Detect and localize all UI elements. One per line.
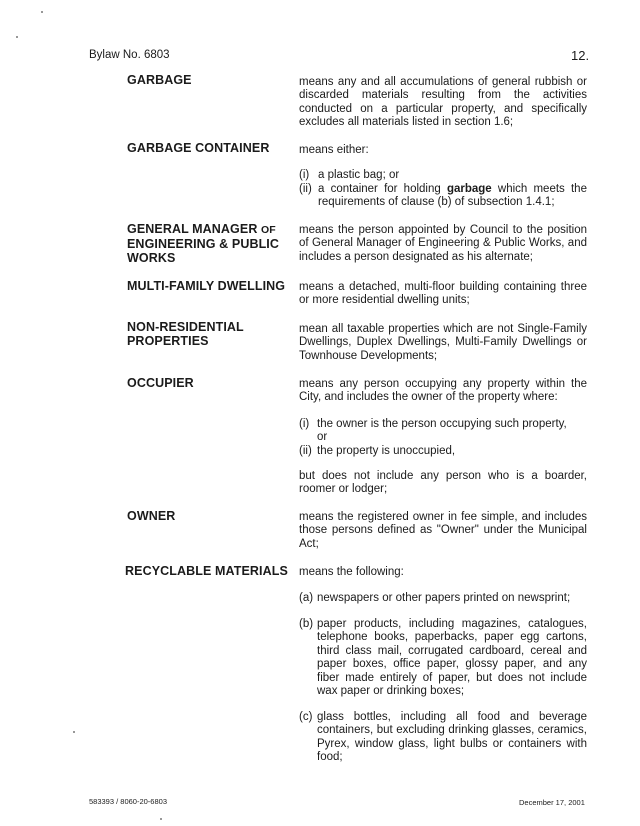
definition-garbage-container-intro: means either: <box>299 144 369 156</box>
term-garbage: GARBAGE <box>127 73 192 87</box>
definition-general-manager: means the person appointed by Council to the position of General Manager of Engineering & Public Works, and includes a person designated as his alternate; <box>299 224 587 263</box>
term-multi-family-dwelling: MULTI-FAMILY DWELLING <box>127 279 286 293</box>
definition-occupier-intro: means any person occupying any property within the City, and includes the owner of the property where: <box>299 378 587 404</box>
garbage-container-item-2: (ii) a container for holding garbage which meets the requirements of clause (b) of subsection 1.4.1; <box>299 183 587 209</box>
scan-speck <box>160 818 162 820</box>
keyword-garbage: garbage <box>446 183 492 195</box>
term-general-manager: GENERAL MANAGER OF ENGINEERING & PUBLIC WORKS <box>127 222 280 265</box>
scan-speck <box>73 731 75 733</box>
definition-recyclable-materials-intro: means the following: <box>299 566 404 578</box>
document-date: December 17, 2001 <box>519 798 585 807</box>
definition-garbage: means any and all accumulations of general rubbish or discarded materials resulting from the activities conducted on a particular property, and specifically excludes all materials listed in section 1.6; <box>299 76 587 129</box>
term-non-residential-properties: NON-RESIDENTIAL PROPERTIES <box>127 320 244 348</box>
garbage-container-item-1: (i) a plastic bag; or <box>299 169 400 181</box>
term-owner: OWNER <box>127 509 176 523</box>
occupier-item-1: (i) the owner is the person occupying such property, or <box>299 418 567 444</box>
definition-owner: means the registered owner in fee simple, and includes those persons defined as "Owner" under the Municipal Act; <box>299 511 587 550</box>
occupier-item-2: (ii) the property is unoccupied, <box>299 445 456 457</box>
term-garbage-container: GARBAGE CONTAINER <box>127 141 270 155</box>
recyclable-item-c: (c) glass bottles, including all food and beverage containers, but excluding drinking glasses, ceramics, Pyrex, window glass, light bulbs or containers with food; <box>299 711 587 764</box>
bylaw-number: Bylaw No. 6803 <box>89 49 170 61</box>
term-occupier: OCCUPIER <box>127 376 194 390</box>
definition-non-residential-properties: mean all taxable properties which are not Single-Family Dwellings, Duplex Dwellings, Multi-Family Dwellings or Townhouse Developments; <box>299 323 587 362</box>
term-recyclable-materials: RECYCLABLE MATERIALS <box>125 564 288 578</box>
definition-occupier-closing: but does not include any person who is a boarder, roomer or lodger; <box>299 470 587 496</box>
document-reference: 583393 / 8060-20-6803 <box>89 797 167 806</box>
recyclable-item-b: (b) paper products, including magazines, catalogues, telephone books, paperbacks, paper egg cartons, third class mail, corrugated cardboard, cereal and paper boxes, office paper, glossy paper, and any fiber made entirely of paper, but does not include wax paper or drinking boxes; <box>299 618 587 698</box>
recyclable-item-a: (a) newspapers or other papers printed on newsprint; <box>299 592 571 604</box>
scan-speck <box>16 36 18 38</box>
page-number: 12. <box>571 48 590 63</box>
definition-multi-family-dwelling: means a detached, multi-floor building containing three or more residential dwelling units; <box>299 281 587 307</box>
scan-speck <box>41 11 43 13</box>
